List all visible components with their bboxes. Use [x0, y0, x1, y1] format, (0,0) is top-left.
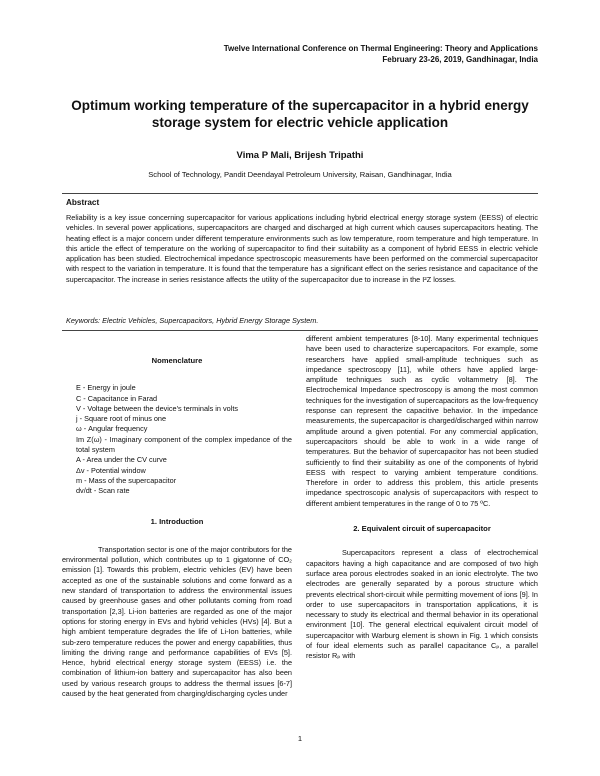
nomenclature-item: m - Mass of the supercapacitor — [76, 475, 177, 485]
introduction-text: Transportation sector is one of the major contributors for the environmental pollution, which contributes up to 1 gigatonne of CO₂ emission [1]. Towards this problem, electric vehicles (EV) have been accepted as one of the sustainable solutions and come forward as a new standard of transportation to address the environmental issues caused by greenhouse gases and other pollutants coming from road transportation [2,3]. Li-ion batteries are regarded as one of the major options for storing energy in EVs and hybrid vehicles (HVs) [4]. But a high ambient temperature degrades the life of Li-Ion batteries, while sub-zero temperature reduces the power and energy capabilities, thus limiting the driving range and performance capabilities of EVs [5]. Hence, hybrid electrical energy storage system (EESS) i.e. the combination of lithium-ion battery and supercapacitor has also been used by various research groups to address the thermal issues [6-7] caused by the heat generated from charging/discharging cycles under — [62, 544, 292, 699]
left-column — [62, 356, 292, 699]
page-number: 1 — [297, 734, 303, 743]
nomenclature-item: Im Z(ω) - Imaginary component of the complex impedance of the total system — [76, 434, 292, 455]
nomenclature-item: V - Voltage between the device's terminals in volts — [76, 403, 239, 413]
authors: Vima P Mali, Brijesh Tripathi — [236, 150, 364, 161]
abstract-heading: Abstract — [66, 198, 100, 207]
nomenclature-item: E - Energy in joule — [76, 383, 136, 393]
nomenclature-heading: Nomenclature — [151, 356, 203, 365]
equivalent-circuit-heading: 2. Equivalent circuit of supercapacitor — [353, 524, 491, 534]
nomenclature-item: ω - Angular frequency — [76, 424, 148, 434]
keywords: Keywords: Electric Vehicles, Supercapacitors, Hybrid Energy Storage System. — [66, 316, 319, 325]
introduction-heading: 1. Introduction — [150, 516, 204, 526]
abstract-top-rule — [62, 193, 538, 194]
nomenclature-item: j - Square root of minus one — [76, 414, 167, 424]
nomenclature-list — [62, 383, 292, 496]
conference-header — [224, 43, 538, 65]
right-column — [306, 334, 538, 662]
conference-date: February 23-26, 2019, Gandhinagar, India — [382, 55, 538, 64]
abstract-bottom-rule — [62, 330, 538, 331]
nomenclature-item: dv/dt - Scan rate — [76, 486, 130, 496]
affiliation: School of Technology, Pandit Deendayal Petroleum University, Raisan, Gandhinagar, India — [148, 170, 452, 179]
conference-name: Twelve International Conference on Thermal Engineering: Theory and Applications — [223, 44, 538, 53]
abstract-text: Reliability is a key issue concerning supercapacitor for various applications including hybrid electrical energy storage system (EESS) of electric vehicles. In several power applications, supercapacitors are charged and discharged at high current which causes supercapacitors heating. The heating effect is a major concern under different temperature environments such as low temperature, room temperature and high temperature. In this article the effect of temperature on the working of supercapacitor to find their suitability as a component of hybrid EESS in electric vehicle application has been studied. Electrochemical impedance spectroscopic measurements have been performed on the commercial supercapacitor with respect to the variation in temperature. It is found that the temperature has a significant effect on the series resistance and capacitance of the supercapacitor. The increase in series resistance affects the utility of the supercapacitor due to increase in the I²Z losses. — [66, 213, 538, 284]
paper-title: Optimum working temperature of the supercapacitor in a hybrid energy storage system for electric vehicle application — [71, 98, 529, 130]
right-column-paragraph: different ambient temperatures [8-10]. Many experimental techniques have been used to characterize supercapacitors. For example, some researchers have applied small-amplitude techniques such as impedance spectroscopy [11], while others have applied large-amplitude techniques such as cyclic voltammetry [8]. The Electrochemical Impedance spectroscopy is among the most common techniques for the investigation of supercapacitors as the low-frequency response can represent the capacitive behavior. In the impedance measurements, the supercapacitor is charged/discharged within narrow amplitude around a given potential. For any commercial application, supercapacitors should be able to work in a wide range of temperatures. But the behavior of supercapacitor has not been studied sufficiently to find their suitability as one of the components of hybrid EESS with respect to varying ambient temperature conditions. Therefore in order to address this problem, this article presents impedance spectroscopic analysis of supercapacitors with respect to different ambient temperatures in the range of 0 to 75 ºC. — [306, 334, 538, 508]
nomenclature-item: Δv - Potential window — [76, 465, 146, 475]
nomenclature-item: C - Capacitance in Farad — [76, 393, 158, 403]
nomenclature-item: A - Area under the CV curve — [76, 455, 167, 465]
equivalent-circuit-text: Supercapacitors represent a class of electrochemical capacitors having a high capacitance and are composed of two high surface area porous electrodes soaked in an ionic electrolyte. The two electrodes are generally separated by a porous structure which prevents electrical short-circuit while permitting movement of ions [9]. In order to use supercapacitors in transportation applications, it is necessary to study its electrical and thermal behavior in its operational environment [10]. The general electrical equivalent circuit model of supercapacitor with Warburg element is shown in Fig. 1 which consists of four ideal elements such as parallel capacitance Cₚ, a parallel resistor Rₚ with — [306, 548, 538, 661]
